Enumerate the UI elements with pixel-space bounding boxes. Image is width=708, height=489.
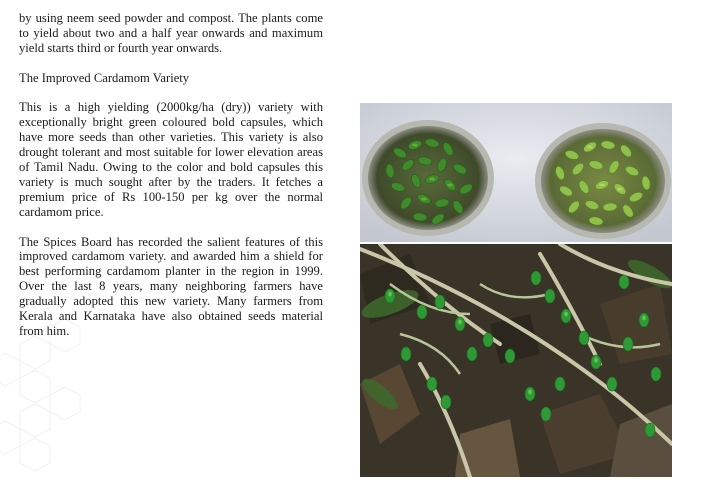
paragraph-spices-board: The Spices Board has recorded the salient features of this improved cardamom variety. and awarded him a shield for best performing cardamom planter in the region in 1999. Over the last 8 years, many neighboring farmers have gradually adopted this new variety. Many farmers from Kerala and Karnataka have also obtained seeds material from him. xyxy=(19,234,323,338)
section-heading: The Improved Cardamom Variety xyxy=(19,70,190,85)
article-text xyxy=(19,11,323,354)
cardamom-plant-photo xyxy=(360,244,672,477)
paragraph-intro: by using neem seed powder and compost. The plants come to yield about two and a half year onwards and maximum yield starts third or fourth year onwards. xyxy=(19,11,323,55)
paragraph-variety: This is a high yielding (2000kg/ha (dry)) variety with exceptionally bright green coloured bold capsules, which have more seeds than other varieties. This variety is also drought tolerant and most suitable for lower elevation areas of Tamil Nadu. Owing to the color and bold capsules this variety is much sought after by the traders. It fetches a premium price of Rs 100-150 per kg over the normal cardamom price. xyxy=(19,100,323,219)
cardamom-dishes-photo xyxy=(360,103,672,242)
